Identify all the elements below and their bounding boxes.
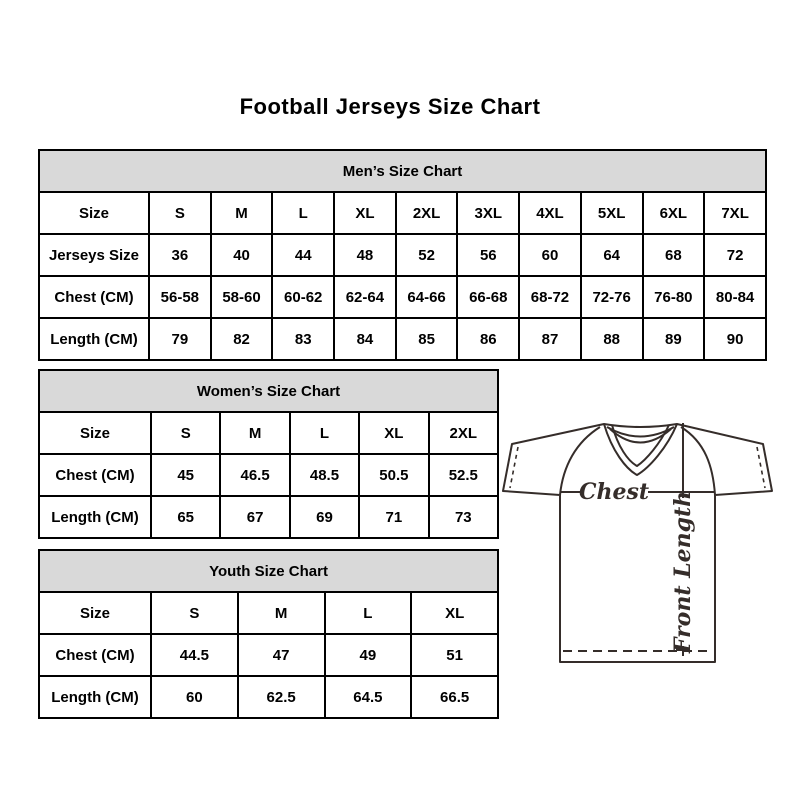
table-cell: 82 xyxy=(211,318,273,360)
table-cell: 46.5 xyxy=(220,454,289,496)
table-cell: S xyxy=(151,592,238,634)
table-cell: 86 xyxy=(457,318,519,360)
row-label: Chest (CM) xyxy=(39,276,149,318)
table-cell: 48 xyxy=(334,234,396,276)
table-cell: 47 xyxy=(238,634,325,676)
table-cell: S xyxy=(151,412,220,454)
youth-size-table xyxy=(38,549,499,719)
table-cell: 50.5 xyxy=(359,454,428,496)
table-cell: 2XL xyxy=(396,192,458,234)
table-cell: 40 xyxy=(211,234,273,276)
table-cell: 68 xyxy=(643,234,705,276)
table-row xyxy=(39,234,766,276)
row-label: Size xyxy=(39,592,151,634)
table-row xyxy=(39,592,498,634)
table-cell: 67 xyxy=(220,496,289,538)
jersey-right-seam xyxy=(681,427,715,495)
jersey-measurement-diagram xyxy=(500,398,780,670)
table-row xyxy=(39,496,498,538)
table-cell: 58-60 xyxy=(211,276,273,318)
mens-size-table xyxy=(38,149,767,361)
table-cell: M xyxy=(211,192,273,234)
row-label: Size xyxy=(39,412,151,454)
table-cell: 76-80 xyxy=(643,276,705,318)
table-row xyxy=(39,412,498,454)
table-cell: 85 xyxy=(396,318,458,360)
mens-table-title: Men’s Size Chart xyxy=(39,150,766,192)
table-cell: 44 xyxy=(272,234,334,276)
table-cell: M xyxy=(238,592,325,634)
table-cell: 52.5 xyxy=(429,454,498,496)
table-cell: 69 xyxy=(290,496,359,538)
table-title-row xyxy=(39,150,766,192)
womens-table-title: Women’s Size Chart xyxy=(39,370,498,412)
chest-label: Chest xyxy=(578,479,650,505)
table-cell: 66-68 xyxy=(457,276,519,318)
table-cell: 64.5 xyxy=(325,676,412,718)
table-cell: 2XL xyxy=(429,412,498,454)
table-row xyxy=(39,454,498,496)
table-cell: 72-76 xyxy=(581,276,643,318)
row-label: Length (CM) xyxy=(39,318,149,360)
table-cell: 3XL xyxy=(457,192,519,234)
table-row xyxy=(39,276,766,318)
table-cell: 73 xyxy=(429,496,498,538)
table-cell: 65 xyxy=(151,496,220,538)
table-cell: 52 xyxy=(396,234,458,276)
table-cell: L xyxy=(325,592,412,634)
table-cell: L xyxy=(272,192,334,234)
table-cell: 6XL xyxy=(643,192,705,234)
table-cell: 60-62 xyxy=(272,276,334,318)
row-label: Chest (CM) xyxy=(39,454,151,496)
table-cell: 90 xyxy=(704,318,766,360)
row-label: Length (CM) xyxy=(39,496,151,538)
table-cell: 4XL xyxy=(519,192,581,234)
row-label: Size xyxy=(39,192,149,234)
table-cell: 51 xyxy=(411,634,498,676)
youth-table-title: Youth Size Chart xyxy=(39,550,498,592)
table-cell: 88 xyxy=(581,318,643,360)
page-title: Football Jerseys Size Chart xyxy=(239,94,541,119)
table-cell: L xyxy=(290,412,359,454)
table-cell: 62-64 xyxy=(334,276,396,318)
womens-size-table xyxy=(38,369,499,539)
table-cell: 71 xyxy=(359,496,428,538)
row-label: Chest (CM) xyxy=(39,634,151,676)
table-cell: 64 xyxy=(581,234,643,276)
table-cell: 45 xyxy=(151,454,220,496)
table-cell: 60 xyxy=(519,234,581,276)
table-cell: 66.5 xyxy=(411,676,498,718)
table-cell: 84 xyxy=(334,318,396,360)
jersey-body-outline xyxy=(503,424,772,662)
table-row xyxy=(39,676,498,718)
table-cell: 49 xyxy=(325,634,412,676)
table-cell: 56 xyxy=(457,234,519,276)
table-row xyxy=(39,192,766,234)
table-cell: XL xyxy=(334,192,396,234)
front-length-label: Front Length xyxy=(670,490,696,654)
table-cell: XL xyxy=(359,412,428,454)
table-cell: 64-66 xyxy=(396,276,458,318)
table-title-row xyxy=(39,550,498,592)
table-cell: 89 xyxy=(643,318,705,360)
table-cell: 83 xyxy=(272,318,334,360)
table-cell: S xyxy=(149,192,211,234)
table-row xyxy=(39,634,498,676)
table-cell: 7XL xyxy=(704,192,766,234)
table-cell: 44.5 xyxy=(151,634,238,676)
table-cell: 48.5 xyxy=(290,454,359,496)
table-cell: 80-84 xyxy=(704,276,766,318)
table-cell: 68-72 xyxy=(519,276,581,318)
row-label: Length (CM) xyxy=(39,676,151,718)
table-cell: 36 xyxy=(149,234,211,276)
table-cell: 72 xyxy=(704,234,766,276)
table-cell: 60 xyxy=(151,676,238,718)
table-cell: 79 xyxy=(149,318,211,360)
row-label: Jerseys Size xyxy=(39,234,149,276)
table-cell: 5XL xyxy=(581,192,643,234)
table-cell: XL xyxy=(411,592,498,634)
table-cell: 56-58 xyxy=(149,276,211,318)
table-cell: 87 xyxy=(519,318,581,360)
table-cell: M xyxy=(220,412,289,454)
jersey-diagram-icon xyxy=(500,398,780,670)
table-cell: 62.5 xyxy=(238,676,325,718)
table-row xyxy=(39,318,766,360)
table-title-row xyxy=(39,370,498,412)
